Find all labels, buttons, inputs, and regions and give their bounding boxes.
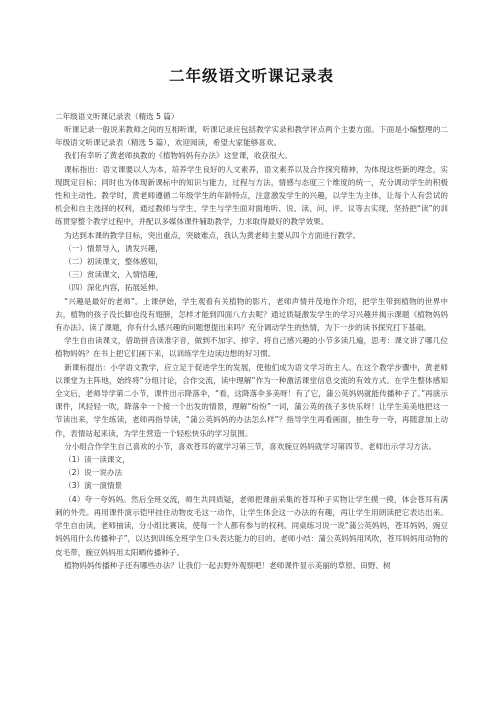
- body-paragraph: （一）情景导入，诱发兴趣，: [64, 243, 163, 253]
- body-paragraph: （1）读一读课文，: [64, 455, 130, 465]
- body-paragraph: （3）演一演情景: [64, 481, 123, 491]
- body-paragraph: “兴趣是最好的老师”。上课伊始，学生观看有关植物的影片，老师声情并茂地作介绍，把学生带到植物的世界中去，植物的孩子没长脚也没有翅膀，怎样才能到四面八方去呢？通过质疑激发学生的学习兴趣并揭示课题《植物妈妈有办法》。读了课题，你有什么感兴趣的问题想提出来吗？充分调动学生的热情，为下一步的读书探究打下基础。: [55, 296, 448, 333]
- body-paragraph: 新课标提出：小学语文教学，应立足于促进学生的发展，使他们成为语文学习的主人。在这个教学步骤中，黄老师以课堂为主阵地，始终将“分组讨论，合作交流，读中理解”作为一种激活课堂信息交流的有效方式。在学生整体感知全文后，老师导学第二小节，课件出示降落伞，“看，这降落伞多美呀！有了它，蒲公英妈妈就能传播种子了。”再演示课件，风轻轻一吹，降落伞一个接一个出发的情景，理解“纷纷”一词，蒲公英的孩子多快乐呀！让学生美美地把这一节读出来，学生练读，老师再指导读，“蒲公英妈妈的办法怎么样”？指导学生再看画面，抽生夸一夸，再随意加上动作，表情站起来读，为学生营造一个轻松快乐的学习氛围。: [55, 362, 448, 438]
- body-paragraph: 分小组合作学生自己喜欢的小节，喜欢苍耳的就学习第三节，喜欢豌豆妈妈就学习第四节。老师出示学习方法。: [64, 441, 437, 451]
- body-paragraph: 学生自由读课文，借助拼音读准字音，做到不加字、掉字、将自己感兴趣的小节多读几遍，思考：课文讲了哪几位植物妈妈？在书上把它们画下来，以训练学生边读边想的好习惯。: [55, 336, 448, 359]
- document-title: 二年级语文听课记录表: [168, 67, 334, 85]
- body-paragraph: （四）深化内容，拓展延伸。: [64, 283, 163, 293]
- body-paragraph: 听课记录一般说来教师之间的互相听课，听课记录应包括教学实录和教学评点两个主要方面。下面是小编整理的二年级语文听课记录表（精选 5 篇），欢迎阅读，希望大家能够喜欢。: [55, 125, 448, 148]
- body-paragraph: （4）夸一夸妈妈。然后全班交流，师生共同质疑，老师把课前采集的苍耳种子实物让学生摸一摸，体会苍耳有满刺的外壳。再用课件演示铠甲挂住动物皮毛这一动作，让学生体会这一办法的有趣，再让学生用朗读把它表达出来。学生自由读，老师抽读，分小组比赛读，使每一个人都有参与的权利。同桌练习说一说“蒲公英妈妈，苍耳妈妈，豌豆妈妈用什么传播种子”，以达到训练全班学生口头表达能力的目的。老师小结：蒲公英妈妈用风吹，苍耳妈妈用动物的皮毛带，豌豆妈妈用太阳晒传播种子。: [55, 494, 448, 557]
- body-paragraph: （三）赏读课文，入情悟趣，: [64, 270, 163, 280]
- body-paragraph: 课标指出：语文课要以人为本，培养学生良好的人文素养，语文素养以及合作探究精神，为体现这些新的理念，实现既定目标；同时也为体现新课标中的知识与能力，过程与方法，情感与态度三个维度的统一，充分调动学生的积极性和主动性。教学时，黄老师遵循二年级学生的年龄特点，注意激发学生的兴趣，以学生为主体，让每个人有尝试的机会和自主选择的权利，通过教师与学生、学生与学生面对面地听、说、读、问、评、议等去实现，坚持把“读”的训练贯穿整个教学过程中，并配以多媒体课件辅助教学，力求取得最好的教学效果。: [55, 164, 448, 227]
- body-paragraph: 我们有幸听了黄老师执教的《植物妈妈有办法》这堂课，收获很大。: [64, 151, 292, 161]
- body-paragraph: （2）说一说办法: [64, 468, 123, 478]
- body-paragraph: 植物妈妈传播种子还有哪些办法？让我们一起去野外观察吧！老师课件显示美丽的草原、田野、树: [64, 560, 391, 570]
- document-body: [55, 123, 448, 572]
- document-subtitle: 二年级语文听课记录表（精选 5 篇）: [55, 112, 179, 121]
- body-paragraph: （二）初读课文，整体感知，: [64, 257, 163, 267]
- body-paragraph: 为达到本课的教学目标，突出重点，突破难点，我认为黄老师主要从四个方面进行教学。: [64, 230, 361, 240]
